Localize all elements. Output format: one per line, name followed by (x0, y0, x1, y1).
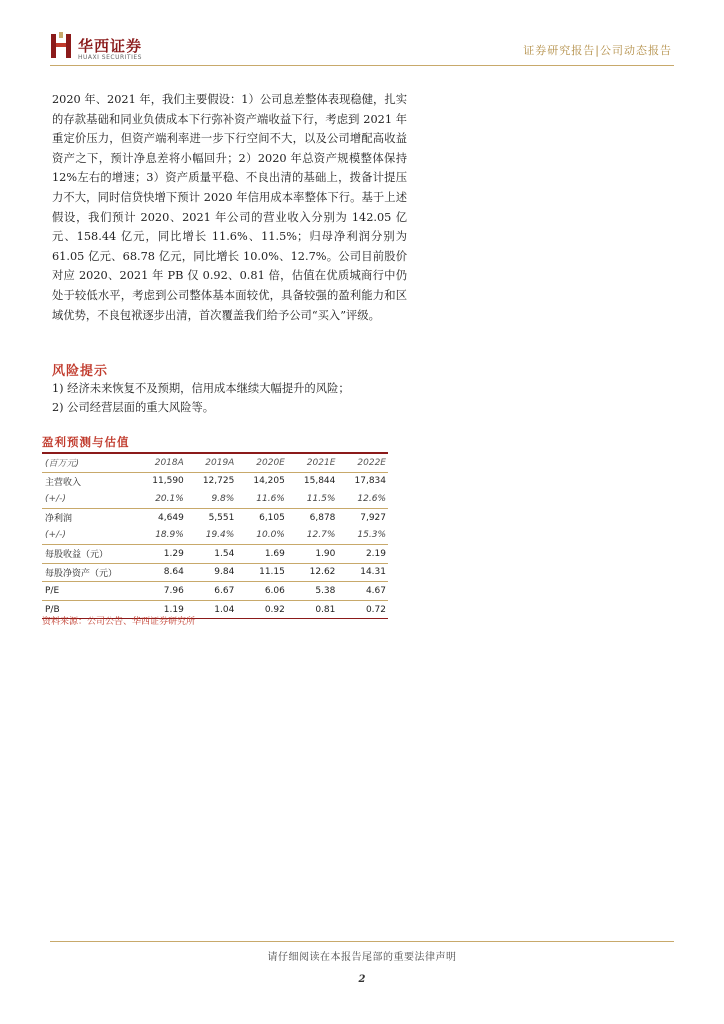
table-cell: 11.6% (236, 490, 287, 508)
table-cell: 9.8% (186, 490, 237, 508)
table-cell: 11.15 (236, 563, 287, 582)
table-cell: 18.9% (135, 526, 186, 544)
table-cell: 12.7% (287, 526, 338, 544)
row-label: 主营收入 (45, 477, 82, 488)
logo-chinese-name: 华西证券 (78, 37, 143, 55)
row-label: 每股收益（元） (42, 544, 135, 563)
table-cell: 12,725 (202, 476, 235, 487)
table-cell: 4,649 (158, 512, 184, 523)
table-cell: 6,878 (309, 512, 336, 523)
table-header-row (42, 454, 388, 472)
table-cell: 1.04 (186, 600, 237, 619)
table-cell: 12.62 (287, 563, 338, 582)
row-label: P/B (42, 600, 135, 619)
table-cell: 20.1% (135, 490, 186, 508)
header-cell: (百万元) (42, 454, 135, 472)
table-cell: 15.3% (337, 526, 388, 544)
row-label: (+/-) (42, 490, 135, 508)
table-title: 盈利预测与估值 (42, 435, 130, 449)
table-cell: 6,105 (259, 512, 285, 523)
table-cell: 0.81 (287, 600, 338, 619)
header-cell: 2021E (287, 454, 338, 472)
table-row (42, 526, 388, 544)
risk-item: 1) 经济未来恢复不及预期，信用成本继续大幅提升的风险； (52, 382, 350, 395)
table-cell: 4.67 (337, 582, 388, 601)
table-row (42, 508, 388, 526)
footer-divider (50, 941, 674, 942)
table-source: 资料来源：公司公告、华西证券研究所 (42, 617, 196, 627)
page-number: 2 (358, 974, 366, 985)
table-cell: 12.6% (337, 490, 388, 508)
forecast-table (42, 454, 388, 619)
table-row (42, 563, 388, 582)
header-cell: 2019A (186, 454, 237, 472)
table-cell: 17,834 (354, 476, 386, 487)
company-logo (50, 32, 190, 66)
legal-disclaimer: 请仔细阅读在本报告尾部的重要法律声明 (267, 952, 457, 963)
table-row (42, 490, 388, 508)
table-cell: 6.06 (236, 582, 287, 601)
table-cell: 15,844 (303, 476, 336, 487)
header-cell: 2020E (236, 454, 287, 472)
table-cell: 9.84 (186, 563, 237, 582)
logo-english-name: HUAXI SECURITIES (78, 54, 142, 61)
table-row (42, 544, 388, 563)
table-cell: 19.4% (186, 526, 237, 544)
table-cell: 5,551 (208, 512, 235, 523)
report-type: 证券研究报告|公司动态报告 (523, 44, 672, 57)
table-cell: 1.90 (287, 544, 338, 563)
table-cell: 1.29 (135, 544, 186, 563)
table-cell: 1.54 (186, 544, 237, 563)
table-cell: 14.31 (337, 563, 388, 582)
table-cell: 2.19 (337, 544, 388, 563)
assumptions-paragraph: 2020 年、2021 年，我们主要假设：1）公司息差整体表现稳健，扎实的存款基础和同业负债成本下行弥补资产端收益下行，考虑到 2021 年重定价压力，但资产端利率进一步下行空间不大，以及公司增配高收益资产之下，预计净息差将小幅回升；2）2020 年总资产规模整体保持 12%左右的增速；3）资产质量平稳、不良出清的基础上，拨备计提压力不大，同时信贷快增下预计 2020 年信用成本率整体下行。基于上述假设，我们预计 2020、2021 年公司的营业收入分别为 142.05 亿元、158.44 亿元，同比增长 11.6%、11.5%；归母净利润分别为 61.05 亿元、68.78 亿元，同比增长 10.0%、12.7%。公司目前股价对应 2020、2021 年 PB 仅 0.92、0.81 倍，估值在优质城商行中仍处于较低水平，考虑到公司整体基本面较优，具备较强的盈利能力和区域优势，不良包袱逐步出清，首次覆盖我们给予公司“买入”评级。 (52, 93, 407, 322)
header-cell: 2018A (135, 454, 186, 472)
table-cell: 7.96 (135, 582, 186, 601)
table-cell: 1.69 (236, 544, 287, 563)
risk-item: 2) 公司经营层面的重大风险等。 (52, 401, 215, 414)
row-label: P/E (42, 582, 135, 601)
table-cell: 11,590 (152, 476, 184, 487)
huaxi-logo-icon (50, 32, 74, 60)
table-cell: 8.64 (135, 563, 186, 582)
table-row (42, 582, 388, 601)
table-cell: 11.5% (287, 490, 338, 508)
table-cell: 7,927 (360, 512, 386, 523)
table-cell: 5.38 (287, 582, 338, 601)
table-cell: 1.19 (135, 600, 186, 619)
table-cell: 10.0% (236, 526, 287, 544)
risk-title: 风险提示 (52, 364, 109, 379)
row-label: 每股净资产（元） (42, 563, 135, 582)
table-row (42, 472, 388, 490)
risk-list (52, 379, 412, 417)
table-cell: 0.92 (236, 600, 287, 619)
header-divider (50, 65, 674, 66)
table-cell: 0.72 (337, 600, 388, 619)
header-cell: 2022E (337, 454, 388, 472)
table-cell: 6.67 (186, 582, 237, 601)
row-label: 净利润 (45, 514, 73, 525)
row-label: (+/-) (42, 526, 135, 544)
table-cell: 14,205 (253, 476, 285, 487)
